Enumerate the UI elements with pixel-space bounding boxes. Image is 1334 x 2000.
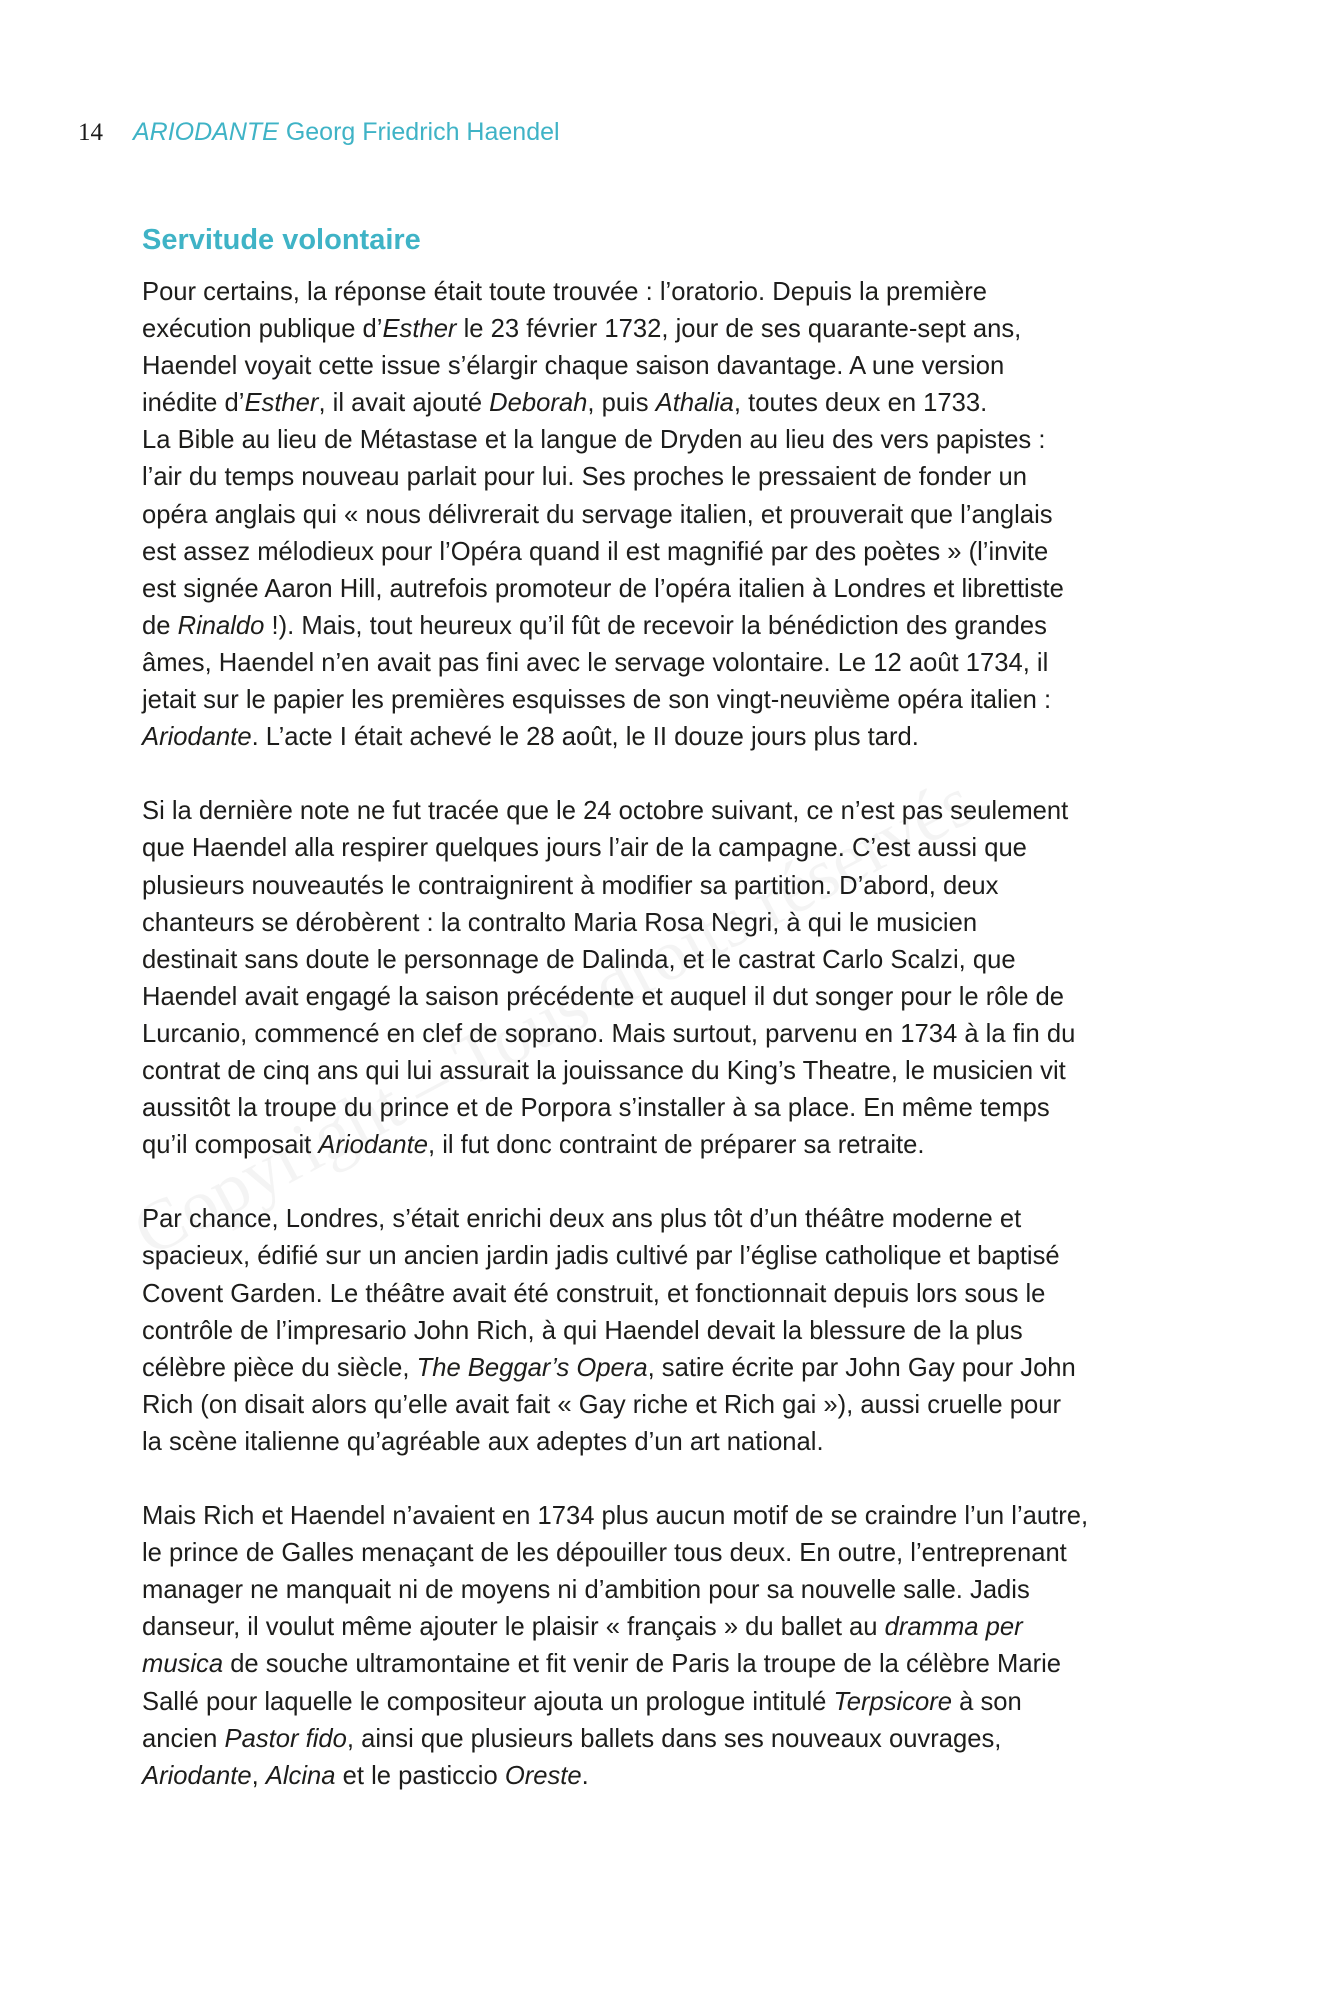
composer-name: Georg Friedrich Haendel: [285, 118, 560, 146]
text-line: [142, 719, 1202, 756]
text-run: jetait sur le papier les premières esquisses de son vingt-neuvième opéra italien :: [142, 686, 1052, 715]
text-line: [142, 1721, 1202, 1758]
text-run: que Haendel alla respirer quelques jours l’air de la campagne. C’est aussi que: [142, 834, 1027, 863]
text-line: [142, 1387, 1202, 1424]
text-line: [142, 868, 1202, 905]
text-line: [142, 1758, 1202, 1795]
text-line: [142, 274, 1202, 311]
text-run: plusieurs nouveautés le contraignirent à modifier sa partition. D’abord, deux: [142, 871, 999, 900]
text-run: inédite d’: [142, 389, 245, 418]
text-line: [142, 793, 1202, 830]
text-line: [142, 459, 1202, 496]
text-line: [142, 1535, 1202, 1572]
italic-run: Rinaldo: [177, 611, 265, 640]
text-run: , il avait ajouté: [318, 389, 490, 418]
text-run: aussitôt la troupe du prince et de Porpora s’installer à sa place. En même temps: [142, 1094, 1050, 1123]
text-line: [142, 830, 1202, 867]
text-line: [142, 1313, 1202, 1350]
text-line: [142, 1053, 1202, 1090]
italic-run: Terpsicore: [833, 1687, 953, 1716]
text-run: est assez mélodieux pour l’Opéra quand il est magnifié par des poètes » (l’invite: [142, 537, 1049, 566]
italic-run: dramma per: [884, 1613, 1023, 1642]
text-run: ,: [251, 1761, 266, 1790]
work-title: ARIODANTE: [133, 118, 279, 146]
text-run: destinait sans doute le personnage de Dalinda, et le castrat Carlo Scalzi, que: [142, 945, 1016, 974]
text-run: , satire écrite par John Gay pour John: [647, 1353, 1076, 1382]
text-run: le prince de Galles menaçant de les dépouiller tous deux. En outre, l’entreprenant: [142, 1539, 1067, 1568]
paragraph-gap: [142, 1164, 1202, 1201]
text-run: Haendel voyait cette issue s’élargir chaque saison davantage. A une version: [142, 352, 1005, 381]
running-head: [78, 118, 560, 147]
text-line: [142, 534, 1202, 571]
text-run: à son: [952, 1687, 1022, 1716]
text-run: chanteurs se dérobèrent : la contralto Maria Rosa Negri, à qui le musicien: [142, 908, 978, 937]
text-run: Sallé pour laquelle le compositeur ajouta un prologue intitulé: [142, 1687, 834, 1716]
text-run: manager ne manquait ni de moyens ni d’ambition pour sa nouvelle salle. Jadis: [142, 1576, 1030, 1605]
paragraph: [142, 1201, 1202, 1461]
text-line: [142, 348, 1202, 385]
text-run: Lurcanio, commencé en clef de soprano. Mais surtout, parvenu en 1734 à la fin du: [142, 1019, 1076, 1048]
text-run: de: [142, 611, 178, 640]
text-run: Par chance, Londres, s’était enrichi deux ans plus tôt d’un théâtre moderne et: [142, 1205, 1022, 1234]
text-line: [142, 1572, 1202, 1609]
italic-run: musica: [142, 1650, 224, 1679]
text-line: [142, 1498, 1202, 1535]
text-run: .: [581, 1761, 589, 1790]
text-run: l’air du temps nouveau parlait pour lui. Ses proches le pressaient de fonder un: [142, 463, 1027, 492]
text-line: [142, 311, 1202, 348]
text-run: Haendel avait engagé la saison précédente et auquel il dut songer pour le rôle de: [142, 982, 1065, 1011]
text-run: âmes, Haendel n’en avait pas fini avec le servage volontaire. Le 12 août 1734, il: [142, 648, 1049, 677]
body-text: [142, 274, 1202, 1795]
text-run: le 23 février 1732, jour de ses quarante-sept ans,: [456, 315, 1022, 344]
text-line: [142, 1684, 1202, 1721]
text-line: [142, 1424, 1202, 1461]
text-run: de souche ultramontaine et fit venir de Paris la troupe de la célèbre Marie: [223, 1650, 1062, 1679]
text-line: [142, 1016, 1202, 1053]
text-run: exécution publique d’: [142, 315, 383, 344]
text-run: , il fut donc contraint de préparer sa retraite.: [427, 1131, 925, 1160]
text-line: [142, 1646, 1202, 1683]
text-line: [142, 422, 1202, 459]
italic-run: Ariodante: [142, 1761, 252, 1790]
text-line: [142, 608, 1202, 645]
paragraph: [142, 1498, 1202, 1795]
text-run: qu’il composait: [142, 1131, 319, 1160]
italic-run: Esther: [244, 389, 319, 418]
text-line: [142, 1609, 1202, 1646]
text-run: et le pasticcio: [335, 1761, 505, 1790]
text-line: [142, 979, 1202, 1016]
text-run: est signée Aaron Hill, autrefois promoteur de l’opéra italien à Londres et librettiste: [142, 574, 1064, 603]
italic-run: Oreste: [504, 1761, 582, 1790]
paragraph: [142, 274, 1202, 756]
text-run: Pour certains, la réponse était toute trouvée : l’oratorio. Depuis la première: [142, 278, 988, 306]
text-run: célèbre pièce du siècle,: [142, 1353, 417, 1382]
text-line: [142, 497, 1202, 534]
text-run: Si la dernière note ne fut tracée que le 24 octobre suivant, ce n’est pas seulement: [142, 797, 1069, 826]
text-run: danseur, il voulut même ajouter le plaisir « français » du ballet au: [142, 1613, 885, 1642]
paragraph-gap: [142, 756, 1202, 793]
text-line: [142, 1127, 1202, 1164]
text-run: , ainsi que plusieurs ballets dans ses nouveaux ouvrages,: [346, 1724, 1002, 1753]
italic-run: Athalia: [655, 389, 734, 418]
text-run: contrôle de l’impresario John Rich, à qui Haendel devait la blessure de la plus: [142, 1316, 1023, 1345]
text-run: !). Mais, tout heureux qu’il fût de recevoir la bénédiction des grandes: [264, 611, 1047, 640]
italic-run: Esther: [382, 315, 457, 344]
text-run: contrat de cinq ans qui lui assurait la jouissance du King’s Theatre, le musicien vit: [142, 1056, 1066, 1085]
text-line: [142, 1238, 1202, 1275]
text-line: [142, 1276, 1202, 1313]
text-line: [142, 571, 1202, 608]
text-run: La Bible au lieu de Métastase et la langue de Dryden au lieu des vers papistes :: [142, 426, 1046, 455]
text-run: , toutes deux en 1733.: [733, 389, 988, 418]
text-line: [142, 905, 1202, 942]
text-line: [142, 682, 1202, 719]
text-run: Mais Rich et Haendel n’avaient en 1734 plus aucun motif de se craindre l’un l’autre,: [142, 1502, 1089, 1531]
italic-run: Pastor fido: [224, 1724, 347, 1753]
text-run: la scène italienne qu’agréable aux adeptes d’un art national.: [142, 1427, 824, 1456]
text-run: opéra anglais qui « nous délivrerait du servage italien, et prouverait que l’anglais: [142, 500, 1053, 529]
italic-run: Alcina: [265, 1761, 336, 1790]
text-line: [142, 1201, 1202, 1238]
text-run: Rich (on disait alors qu’elle avait fait « Gay riche et Rich gai »), aussi cruelle pour: [142, 1390, 1061, 1419]
italic-run: Ariodante: [142, 723, 252, 752]
text-run: . L’acte I était achevé le 28 août, le II douze jours plus tard.: [251, 723, 919, 752]
text-run: Covent Garden. Le théâtre avait été construit, et fonctionnait depuis lors sous le: [142, 1279, 1046, 1308]
paragraph: [142, 793, 1202, 1164]
text-run: , puis: [587, 389, 656, 418]
paragraph-gap: [142, 1461, 1202, 1498]
text-line: [142, 942, 1202, 979]
italic-run: Ariodante: [318, 1131, 428, 1160]
text-line: [142, 1350, 1202, 1387]
italic-run: Deborah: [489, 389, 588, 418]
main-content: [142, 218, 1202, 1795]
page-number: 14: [78, 119, 103, 146]
italic-run: The Beggar’s Opera: [416, 1353, 648, 1382]
text-line: [142, 385, 1202, 422]
text-line: [142, 1090, 1202, 1127]
text-line: [142, 645, 1202, 682]
section-heading: Servitude volontaire: [142, 224, 421, 256]
text-run: spacieux, édifié sur un ancien jardin jadis cultivé par l’église catholique et baptisé: [142, 1242, 1060, 1271]
text-run: ancien: [142, 1724, 225, 1753]
